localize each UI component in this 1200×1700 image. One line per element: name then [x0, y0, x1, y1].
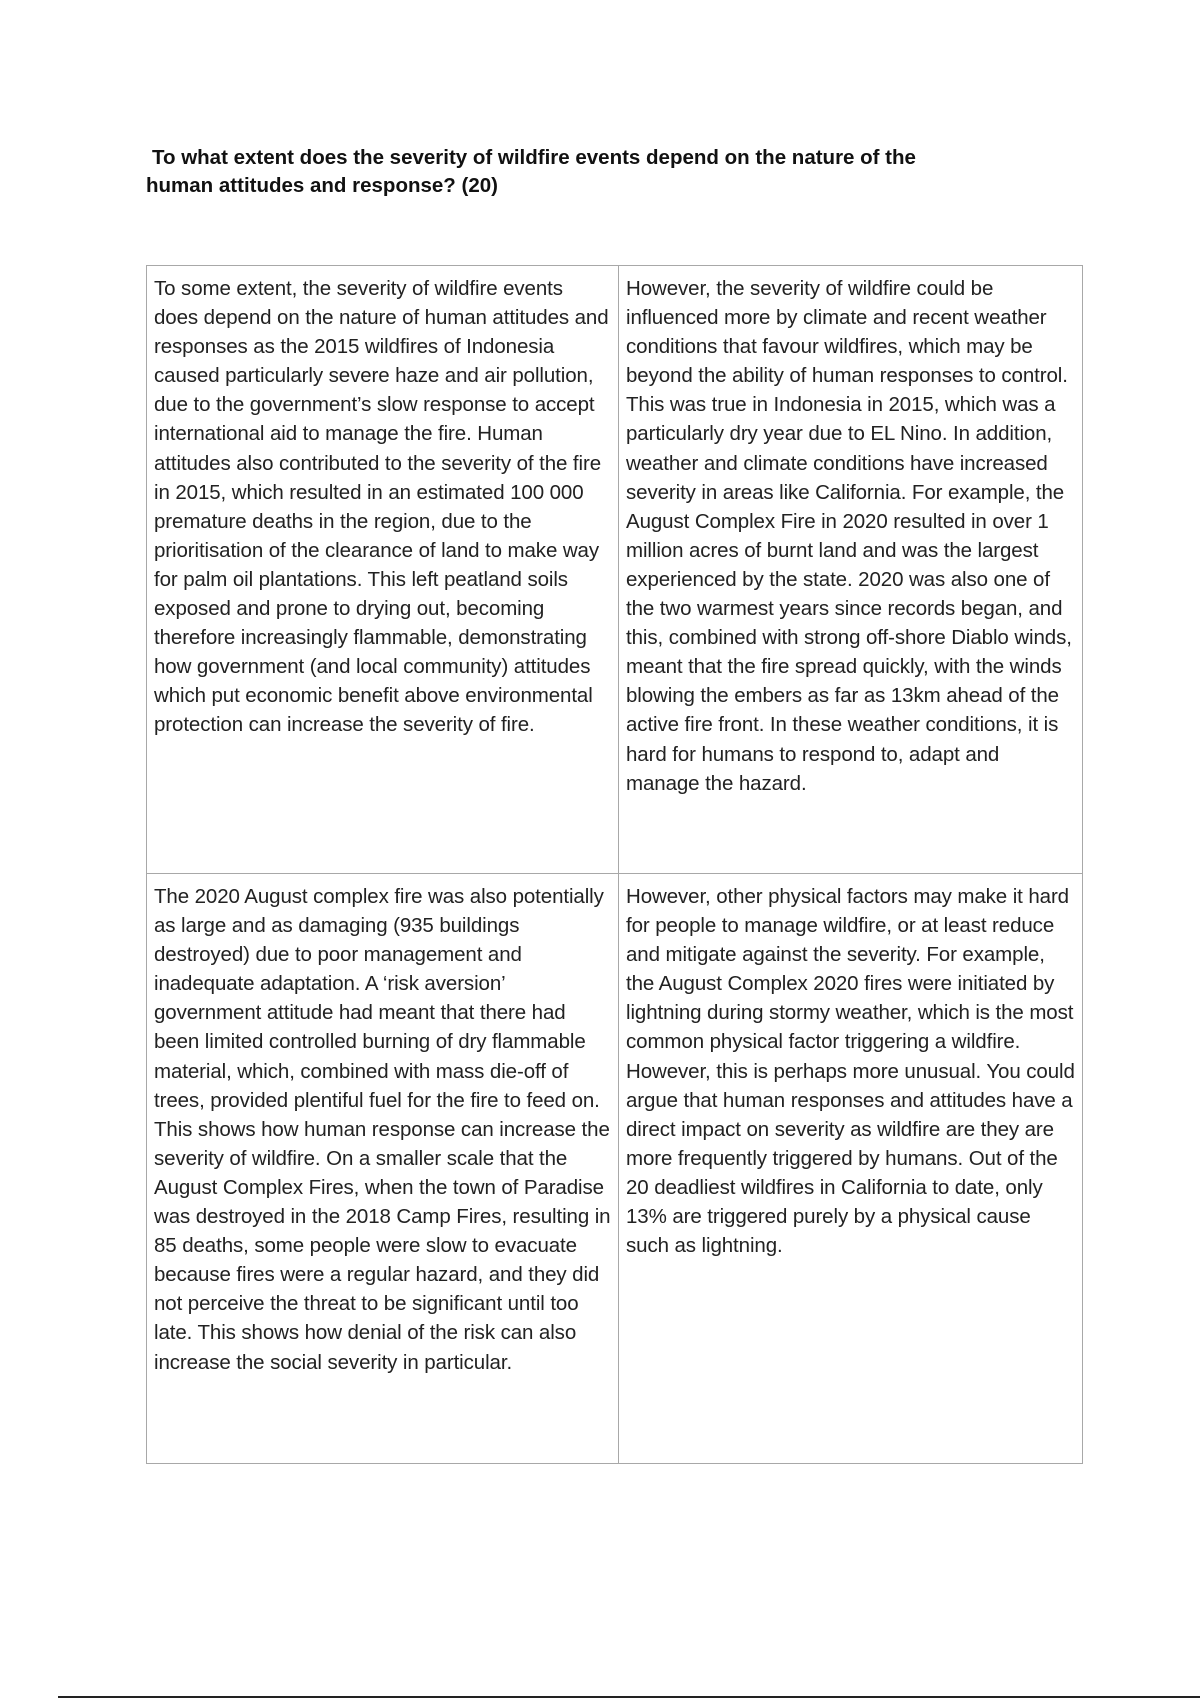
- table-cell-row2-left: The 2020 August complex fire was also potentially as large and as damaging (935 buildings destroyed) due to poor management and inadequate adaptation. A ‘risk aversion’ government attitude had meant that there had been limited controlled burning of dry flammable material, which, combined with mass die-off of trees, provided plentiful fuel for the fire to feed on. This shows how human response can increase the severity of wildfire. On a smaller scale that the August Complex Fires, when the town of Paradise was destroyed in the 2018 Camp Fires, resulting in 85 deaths, some people were slow to evacuate because fires were a regular hazard, and they did not perceive the threat to be significant until too late. This shows how denial of the risk can also increase the social severity in particular.: [147, 874, 619, 1464]
- essay-question: [146, 144, 1026, 200]
- table-cell-row2-right: However, other physical factors may make it hard for people to manage wildfire, or at least reduce and mitigate against the severity. For example, the August Complex 2020 fires were initiated by lightning during stormy weather, which is the most common physical factor triggering a wildfire. However, this is perhaps more unusual. You could argue that human responses and attitudes have a direct impact on severity as wildfire are they are more frequently triggered by humans. Out of the 20 deadliest wildfires in California to date, only 13% are triggered purely by a physical cause such as lightning.: [619, 874, 1083, 1464]
- essay-table: [146, 265, 1083, 1464]
- essay-question-line-2: human attitudes and response? (20): [146, 174, 498, 197]
- table-row: [147, 266, 1083, 874]
- table-row: [147, 874, 1083, 1464]
- table-cell-row1-right: However, the severity of wildfire could be influenced more by climate and recent weather conditions that favour wildfires, which may be beyond the ability of human responses to control. This was true in Indonesia in 2015, which was a particularly dry year due to EL Nino. In addition, weather and climate conditions have increased severity in areas like California. For example, the August Complex Fire in 2020 resulted in over 1 million acres of burnt land and was the largest experienced by the state. 2020 was also one of the two warmest years since records began, and this, combined with strong off-shore Diablo winds, meant that the fire spread quickly, with the winds blowing the embers as far as 13km ahead of the active fire front. In these weather conditions, it is hard for humans to respond to, adapt and manage the hazard.: [619, 266, 1083, 874]
- page-bottom-divider: [58, 1696, 1200, 1698]
- table-cell-row1-left: To some extent, the severity of wildfire events does depend on the nature of human attitudes and responses as the 2015 wildfires of Indonesia caused particularly severe haze and air pollution, due to the government’s slow response to accept international aid to manage the fire. Human attitudes also contributed to the severity of the fire in 2015, which resulted in an estimated 100 000 premature deaths in the region, due to the prioritisation of the clearance of land to make way for palm oil plantations. This left peatland soils exposed and prone to drying out, becoming therefore increasingly flammable, demonstrating how government (and local community) attitudes which put economic benefit above environmental protection can increase the severity of fire.: [147, 266, 619, 874]
- essay-question-line-1: To what extent does the severity of wildfire events depend on the nature of the: [152, 146, 916, 169]
